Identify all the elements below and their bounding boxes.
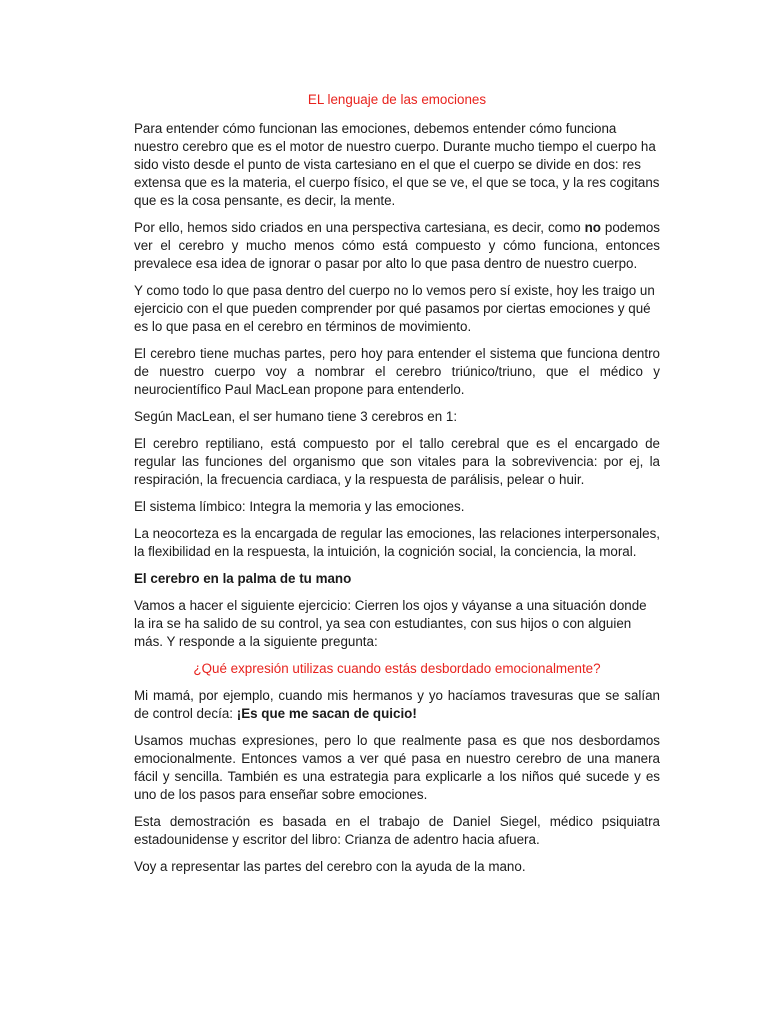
document-body [134,91,660,885]
paragraph-2-text-a: Por ello, hemos sido criados en una perspectiva cartesiana, es decir, como [134,220,585,235]
paragraph-11: Usamos muchas expresiones, pero lo que realmente pasa es que nos desbordamos emocionalmente. Entonces vamos a ver qué pasa en nuestro cerebro de una manera fácil y sencilla. También es una estrategia para explicarle a los niños qué sucede y es uno de los pasos para enseñar sobre emociones. [134,733,660,802]
paragraph-8: La neocorteza es la encargada de regular las emociones, las relaciones interpersonales, la flexibilidad en la respuesta, la intuición, la cognición social, la conciencia, la moral. [134,526,660,559]
paragraph-3: Y como todo lo que pasa dentro del cuerpo no lo vemos pero sí existe, hoy les traigo un ejercicio con el que pueden comprender por qué pasamos por ciertas emociones y qué es lo que pasa en el cerebro en términos de movimiento. [134,283,655,334]
paragraph-12: Esta demostración es basada en el trabajo de Daniel Siegel, médico psiquiatra estadounidense y escritor del libro: Crianza de adentro hacia afuera. [134,814,660,847]
document-title: EL lenguaje de las emociones [307,92,487,107]
paragraph-9: Vamos a hacer el siguiente ejercicio: Cierren los ojos y váyanse a una situación donde la ira se ha salido de su control, ya sea con estudiantes, con sus hijos o con alguien más. Y responde a la siguiente pregunta: [134,598,647,649]
paragraph-2-bold: no [584,220,601,235]
paragraph-4: El cerebro tiene muchas partes, pero hoy para entender el sistema que funciona dentro de nuestro cuerpo voy a nombrar el cerebro triúnico/triuno, que el médico y neurocientífico Paul MacLean propone para entenderlo. [134,346,660,397]
paragraph-10 [134,687,660,723]
paragraph-7: El sistema límbico: Integra la memoria y las emociones. [134,499,465,514]
paragraph-10-bold-quote: ¡Es que me sacan de quicio! [236,706,417,721]
paragraph-2 [134,219,660,273]
paragraph-2-text-b: podemos ver el cerebro y mucho menos cómo está compuesto y cómo funciona, entonces prevalece esa idea de ignorar o pasar por alto lo que pasa dentro de nuestro cuerpo. [134,220,661,271]
paragraph-6: El cerebro reptiliano, está compuesto por el tallo cerebral que es el encargado de regular las funciones del organismo que son vitales para la sobrevivencia: por ej, la respiración, la frecuencia cardiaca, y la respuesta de parálisis, pelear o huir. [134,436,660,487]
highlighted-question: ¿Qué expresión utilizas cuando estás desbordado emocionalmente? [193,661,601,676]
paragraph-5: Según MacLean, el ser humano tiene 3 cerebros en 1: [134,409,458,424]
section-heading: El cerebro en la palma de tu mano [134,571,352,586]
paragraph-10-text: Mi mamá, por ejemplo, cuando mis hermanos y yo hacíamos travesuras que se salían de control decía: [134,688,660,721]
paragraph-1: Para entender cómo funcionan las emociones, debemos entender cómo funciona nuestro cerebro que es el motor de nuestro cuerpo. Durante mucho tiempo el cuerpo ha sido visto desde el punto de vista cartesiano en el que el cuerpo se divide en dos: res extensa que es la materia, el cuerpo físico, el que se ve, el que se toca, y la res cogitans que es la cosa pensante, es decir, la mente. [134,121,660,208]
paragraph-13: Voy a representar las partes del cerebro con la ayuda de la mano. [134,859,526,874]
